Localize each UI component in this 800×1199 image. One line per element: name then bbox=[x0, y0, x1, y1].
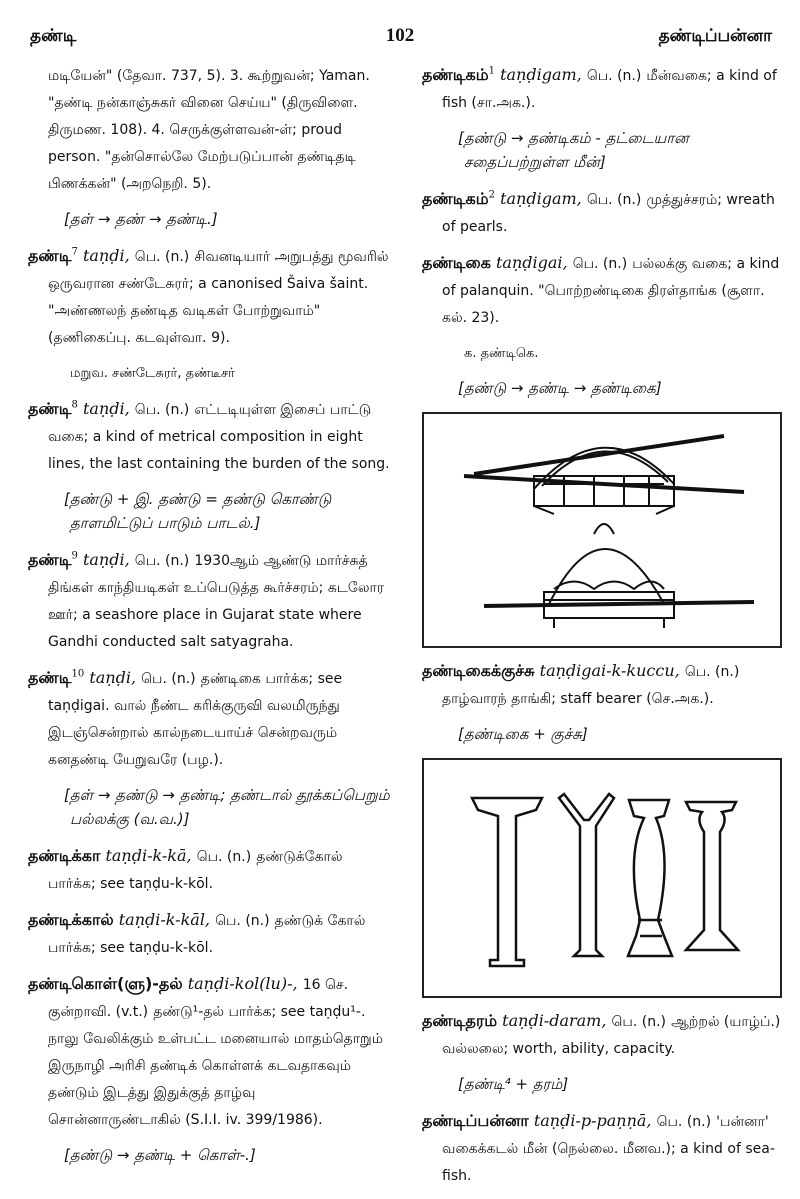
dictionary-entry bbox=[422, 658, 782, 712]
homonym-number: 2 bbox=[488, 189, 495, 201]
running-head-right: தண்டிப்பன்னா bbox=[658, 26, 772, 46]
dictionary-entry bbox=[28, 907, 392, 961]
running-head-left: தண்டி bbox=[30, 26, 77, 46]
definition: பல்லக்கு வகை; a kind of palanquin. "பொற்றண்டிகை திரள்தாங்க (சூளா. கல். 23). bbox=[442, 256, 780, 326]
part-of-speech: பெ. (n.) bbox=[572, 256, 628, 272]
left-column bbox=[28, 62, 392, 1179]
dictionary-entry bbox=[422, 250, 782, 331]
headword: தண்டி bbox=[28, 668, 72, 687]
headword: தண்டிகை bbox=[422, 253, 491, 272]
page-header bbox=[20, 22, 780, 52]
right-column bbox=[422, 62, 782, 1199]
transliteration: taṇḍi-k-kā, bbox=[105, 846, 192, 865]
headword: தண்டி bbox=[28, 246, 72, 265]
transliteration: taṇḍi-daram, bbox=[502, 1011, 607, 1030]
headword: தண்டிகைக்குச்சு bbox=[422, 661, 535, 680]
part-of-speech: பெ. (n.) bbox=[196, 849, 252, 865]
definition: தாழ்வாரந் தாங்கி; staff bearer (செ.அக.). bbox=[442, 691, 714, 707]
part-of-speech: 16 செ. குன்றாவி. (v.t.) bbox=[48, 977, 349, 1020]
homonym-number: 1 bbox=[488, 65, 495, 77]
etymology: [தண்டு → தண்டி → தண்டிகை] bbox=[458, 379, 662, 397]
part-of-speech: பெ. (n.) bbox=[134, 249, 190, 265]
part-of-speech: பெ. (n.) bbox=[134, 402, 190, 418]
dictionary-entry bbox=[28, 843, 392, 897]
continued-entry: மடியேன்" (தேவா. 737, 5). 3. கூற்றுவன்; Yaman. "தண்டி நன்காஞ்சுகர் வினை செய்ய" (திருவிளை. திருமண. 108). 4. செருக்குள்ளவன்-ள்; proud person. "தன்சொல்லே மேற்படுப்பான் தண்டிதடி பிணக்கன்" (அறநெறி. 5). bbox=[48, 68, 370, 192]
staff-bearer-drawing bbox=[424, 760, 780, 996]
part-of-speech: பெ. (n.) bbox=[215, 913, 270, 929]
synonyms: மறுவ. சண்டேசுரர், தண்டீசர் bbox=[70, 366, 235, 381]
cognate: க. தண்டிகெ. bbox=[464, 346, 539, 361]
page-number: 102 bbox=[385, 25, 415, 46]
transliteration: taṇḍigai-k-kuccu, bbox=[539, 661, 680, 680]
headword: தண்டி bbox=[28, 550, 72, 569]
etymology: [தண்டிகை + குச்சு] bbox=[458, 725, 588, 743]
definition: ஆற்றல் (யாழ்ப்.) வல்லலை; worth, ability, capacity. bbox=[442, 1014, 781, 1057]
headword: தண்டிக்கால் bbox=[28, 910, 114, 929]
homonym-number: 9 bbox=[71, 550, 78, 562]
transliteration: taṇḍi-p-paṇṇā, bbox=[533, 1111, 652, 1130]
transliteration: taṇḍi-k-kāl, bbox=[118, 910, 211, 929]
transliteration: taṇḍigam, bbox=[500, 189, 582, 208]
etymology: [தண்டு → தண்டிகம் - தட்டையான சதைப்பற்றுள்ள மீன்] bbox=[458, 129, 689, 171]
transliteration: taṇḍi, bbox=[82, 399, 130, 418]
part-of-speech: பெ. (n.) bbox=[586, 192, 642, 208]
palanquin-illustration bbox=[422, 412, 782, 648]
dictionary-entry bbox=[28, 971, 392, 1133]
transliteration: taṇḍi-kol(lu)-, bbox=[187, 974, 298, 993]
definition: 'பன்னா' வகைக்கடல் மீன் (நெல்லை. மீனவ.); a kind of sea-fish. bbox=[442, 1114, 775, 1184]
headword: தண்டி bbox=[28, 399, 72, 418]
etymology: [தள் → தண்டு → தண்டி; தண்டால் தூக்கப்பெறும் பல்லக்கு (வ.வ.)] bbox=[64, 786, 390, 828]
etymology: [தண்டி⁴ + தரம்] bbox=[458, 1075, 569, 1093]
dictionary-entry bbox=[28, 665, 392, 773]
etymology: [தள் → தண் → தண்டி.] bbox=[64, 210, 218, 228]
definition: முத்துச்சரம்; wreath of pearls. bbox=[442, 192, 775, 235]
homonym-number: 10 bbox=[71, 668, 85, 680]
homonym-number: 8 bbox=[71, 399, 78, 411]
transliteration: taṇḍi, bbox=[82, 550, 130, 569]
dictionary-entry bbox=[28, 243, 392, 351]
definition: தண்டுக் கோல் பார்க்க; see taṇḍu-k-kōl. bbox=[48, 913, 366, 956]
headword: தண்டிகம் bbox=[422, 65, 489, 84]
headword: தண்டிகொள்(ளு)-தல் bbox=[28, 974, 183, 993]
dictionary-entry bbox=[422, 1008, 782, 1062]
definition: மீன்வகை; a kind of fish (சா.அக.). bbox=[442, 68, 777, 111]
dictionary-entry bbox=[422, 62, 782, 116]
definition: 1930ஆம் ஆண்டு மார்ச்சுத் திங்கள் காந்தியடிகள் உப்பெடுத்த கூர்ச்சரம்; கடலோர ஊர்; a seashore place in Gujarat state where Gandhi conducted salt satyagraha. bbox=[48, 553, 385, 650]
part-of-speech: பெ. (n.) bbox=[141, 671, 196, 687]
part-of-speech: பெ. (n.) bbox=[586, 68, 642, 84]
etymology: [தண்டு → தண்டி + கொள்-.] bbox=[64, 1146, 256, 1164]
dictionary-entry bbox=[28, 396, 392, 477]
transliteration: taṇḍi, bbox=[82, 246, 130, 265]
headword: தண்டிதரம் bbox=[422, 1011, 498, 1030]
part-of-speech: பெ. (n.) bbox=[684, 664, 740, 680]
definition: தண்டுக்கோல் பார்க்க; see taṇḍu-k-kōl. bbox=[48, 849, 343, 892]
definition: எட்டடியுள்ள இசைப் பாட்டு வகை; a kind of metrical composition in eight lines, the last containing the burden of the song. bbox=[48, 402, 390, 472]
definition: தண்டு¹-தல் பார்க்க; see taṇḍu¹-. நாலு வேலிக்கும் உள்பட்ட மனையால் மாதம்தொறும் இருநாழி அரிசி தண்டிக் கொள்ளக் கடவதாகவும் தண்டும் இடத்து இதுக்குத் தாழ்வு சொன்னாருண்டாகில் (S.I.I. iv. 399/1986). bbox=[48, 1004, 384, 1128]
dictionary-entry bbox=[422, 1108, 782, 1189]
part-of-speech: பெ. (n.) bbox=[611, 1014, 666, 1030]
headword: தண்டிப்பன்னா bbox=[422, 1111, 529, 1130]
headword: தண்டிகம் bbox=[422, 189, 489, 208]
transliteration: taṇḍi, bbox=[89, 668, 137, 687]
staff-bearer-illustration bbox=[422, 758, 782, 998]
dictionary-entry bbox=[28, 547, 392, 655]
part-of-speech: பெ. (n.) bbox=[134, 553, 190, 569]
transliteration: taṇḍigam, bbox=[500, 65, 582, 84]
etymology: [தண்டு + இ. தண்டு = தண்டு கொண்டு தாளமிட்டுப் பாடும் பாடல்.] bbox=[64, 490, 332, 532]
homonym-number: 7 bbox=[71, 246, 78, 258]
headword: தண்டிக்கா bbox=[28, 846, 101, 865]
transliteration: taṇḍigai, bbox=[495, 253, 568, 272]
dictionary-entry bbox=[422, 186, 782, 240]
definition: தண்டிகை பார்க்க; see taṇḍigai. வால் நீண்ட கரிக்குருவி வலமிருந்து இடஞ்சென்றால் கால்நடையாய்ச் சென்றவரும் கனதண்டி யேறுவரே (பழ.). bbox=[48, 671, 343, 768]
part-of-speech: பெ. (n.) bbox=[656, 1114, 712, 1130]
palanquin-drawing bbox=[424, 414, 780, 646]
definition: சிவனடியார் அறுபத்து மூவரில் ஒருவரான சண்டேசுரர்; a canonised Šaiva šaint. "அண்ணலந் தண்டித வடிகள் போற்றுவாம்" (தணிகைப்பு. கடவுள்வா. 9). bbox=[48, 249, 389, 346]
